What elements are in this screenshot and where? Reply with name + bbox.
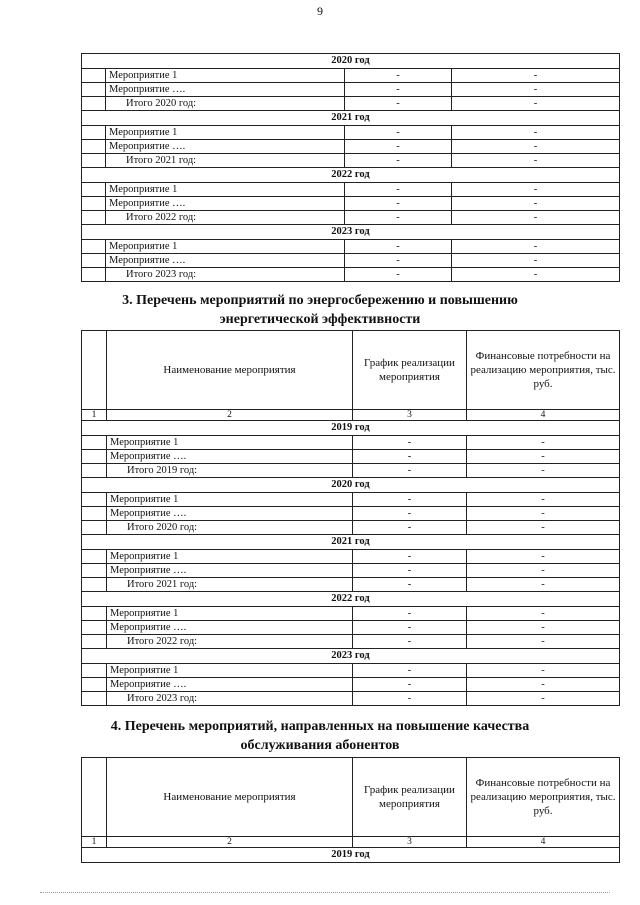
header-col-number <box>82 331 107 410</box>
event-name: Мероприятие 1 <box>107 607 353 621</box>
scan-edge-line <box>40 892 610 893</box>
event-schedule: - <box>353 578 467 592</box>
year-label: 2019 год <box>82 421 620 436</box>
year-row <box>82 421 620 436</box>
event-financing: - <box>452 126 620 140</box>
table-row <box>82 507 620 521</box>
table-header-row <box>82 331 620 410</box>
event-schedule: - <box>345 197 452 211</box>
event-financing: - <box>467 507 620 521</box>
table-row <box>82 678 620 692</box>
section-3-title-line2: энергетической эффективности <box>219 312 421 327</box>
year-label: 2023 год <box>82 225 620 240</box>
event-schedule: - <box>353 550 467 564</box>
event-schedule: - <box>353 621 467 635</box>
event-name: Итого 2023 год: <box>106 268 345 282</box>
table-row <box>82 436 620 450</box>
row-number-cell <box>82 268 106 282</box>
event-name: Мероприятие 1 <box>106 126 345 140</box>
row-number-cell <box>82 436 107 450</box>
table-row <box>82 183 620 197</box>
row-number-cell <box>82 254 106 268</box>
event-name: Мероприятие …. <box>107 678 353 692</box>
page-number: 9 <box>317 4 323 18</box>
row-number-cell <box>82 521 107 535</box>
table-row <box>82 240 620 254</box>
event-financing: - <box>452 183 620 197</box>
event-name: Мероприятие …. <box>106 83 345 97</box>
year-row <box>82 54 620 69</box>
event-name: Мероприятие 1 <box>106 183 345 197</box>
row-number-cell <box>82 83 106 97</box>
table-row <box>82 550 620 564</box>
column-number: 4 <box>467 837 620 848</box>
row-number-cell <box>82 692 107 706</box>
event-schedule: - <box>353 464 467 478</box>
event-schedule: - <box>353 607 467 621</box>
year-row <box>82 225 620 240</box>
energy-saving-events-table <box>81 330 620 706</box>
column-number: 1 <box>82 410 107 421</box>
event-schedule: - <box>345 154 452 168</box>
event-schedule: - <box>345 83 452 97</box>
total-row <box>82 578 620 592</box>
event-financing: - <box>467 692 620 706</box>
row-number-cell <box>82 240 106 254</box>
event-financing: - <box>467 564 620 578</box>
event-name: Мероприятие 1 <box>107 493 353 507</box>
table-row <box>82 564 620 578</box>
year-row <box>82 535 620 550</box>
event-financing: - <box>467 493 620 507</box>
row-number-cell <box>82 635 107 649</box>
year-row <box>82 848 620 863</box>
row-number-cell <box>82 154 106 168</box>
row-number-cell <box>82 678 107 692</box>
event-name: Мероприятие …. <box>107 621 353 635</box>
header-financing: Финансовые потребности на реализацию мероприятия, тыс. руб. <box>467 758 620 837</box>
event-schedule: - <box>353 436 467 450</box>
event-schedule: - <box>353 507 467 521</box>
column-number: 4 <box>467 410 620 421</box>
year-label: 2021 год <box>82 535 620 550</box>
event-name: Итого 2023 год: <box>107 692 353 706</box>
event-name: Мероприятие 1 <box>106 69 345 83</box>
header-financing: Финансовые потребности на реализацию мероприятия, тыс. руб. <box>467 331 620 410</box>
column-number: 2 <box>107 410 353 421</box>
event-financing: - <box>452 254 620 268</box>
row-number-cell <box>82 97 106 111</box>
event-name: Итого 2022 год: <box>106 211 345 225</box>
event-financing: - <box>452 83 620 97</box>
event-name: Мероприятие …. <box>106 197 345 211</box>
event-schedule: - <box>353 635 467 649</box>
event-financing: - <box>452 140 620 154</box>
year-label: 2019 год <box>82 848 620 863</box>
event-financing: - <box>452 197 620 211</box>
event-schedule: - <box>353 521 467 535</box>
section-3-title <box>0 291 640 329</box>
total-row <box>82 464 620 478</box>
event-name: Мероприятие 1 <box>106 240 345 254</box>
event-name: Мероприятие 1 <box>107 436 353 450</box>
event-schedule: - <box>345 97 452 111</box>
table-header-row <box>82 758 620 837</box>
year-label: 2020 год <box>82 478 620 493</box>
row-number-cell <box>82 140 106 154</box>
event-financing: - <box>467 550 620 564</box>
event-schedule: - <box>353 678 467 692</box>
event-schedule: - <box>345 183 452 197</box>
event-name: Мероприятие …. <box>107 507 353 521</box>
total-row <box>82 692 620 706</box>
event-schedule: - <box>353 450 467 464</box>
table-row <box>82 83 620 97</box>
year-row <box>82 478 620 493</box>
event-name: Мероприятие 1 <box>107 550 353 564</box>
column-numbers-row <box>82 837 620 848</box>
event-schedule: - <box>345 254 452 268</box>
event-financing: - <box>467 578 620 592</box>
event-schedule: - <box>345 126 452 140</box>
year-row <box>82 168 620 183</box>
table-row <box>82 254 620 268</box>
event-name: Мероприятие …. <box>107 564 353 578</box>
row-number-cell <box>82 507 107 521</box>
year-label: 2022 год <box>82 168 620 183</box>
header-event-name: Наименование мероприятия <box>107 758 353 837</box>
year-label: 2022 год <box>82 592 620 607</box>
header-schedule: График реализации мероприятия <box>353 331 467 410</box>
event-financing: - <box>452 240 620 254</box>
table-row <box>82 664 620 678</box>
year-row <box>82 649 620 664</box>
table-row <box>82 607 620 621</box>
year-label: 2021 год <box>82 111 620 126</box>
row-number-cell <box>82 550 107 564</box>
event-schedule: - <box>345 211 452 225</box>
events-table-continued <box>81 53 620 282</box>
column-number: 3 <box>353 410 467 421</box>
table-row <box>82 197 620 211</box>
event-financing: - <box>467 464 620 478</box>
table-row <box>82 140 620 154</box>
event-financing: - <box>467 607 620 621</box>
section-4-title-line1: 4. Перечень мероприятий, направленных на повышение качества <box>110 719 530 734</box>
total-row <box>82 521 620 535</box>
event-financing: - <box>467 450 620 464</box>
event-financing: - <box>467 635 620 649</box>
total-row <box>82 154 620 168</box>
event-schedule: - <box>345 240 452 254</box>
column-number: 1 <box>82 837 107 848</box>
event-financing: - <box>452 69 620 83</box>
event-financing: - <box>467 436 620 450</box>
table-row <box>82 493 620 507</box>
year-label: 2023 год <box>82 649 620 664</box>
event-schedule: - <box>345 268 452 282</box>
event-schedule: - <box>345 69 452 83</box>
header-col-number <box>82 758 107 837</box>
column-numbers-row <box>82 410 620 421</box>
event-name: Мероприятие 1 <box>107 664 353 678</box>
row-number-cell <box>82 607 107 621</box>
event-financing: - <box>467 521 620 535</box>
row-number-cell <box>82 183 106 197</box>
event-financing: - <box>452 154 620 168</box>
table-row <box>82 621 620 635</box>
year-row <box>82 111 620 126</box>
section-4-title <box>0 717 640 755</box>
event-schedule: - <box>353 692 467 706</box>
year-row <box>82 592 620 607</box>
column-number: 3 <box>353 837 467 848</box>
row-number-cell <box>82 664 107 678</box>
event-financing: - <box>452 268 620 282</box>
year-label: 2020 год <box>82 54 620 69</box>
total-row <box>82 97 620 111</box>
event-financing: - <box>452 97 620 111</box>
total-row <box>82 635 620 649</box>
event-name: Мероприятие …. <box>107 450 353 464</box>
event-name: Мероприятие …. <box>106 254 345 268</box>
event-schedule: - <box>345 140 452 154</box>
column-number: 2 <box>107 837 353 848</box>
event-name: Итого 2021 год: <box>107 578 353 592</box>
event-schedule: - <box>353 493 467 507</box>
row-number-cell <box>82 450 107 464</box>
event-name: Итого 2019 год: <box>107 464 353 478</box>
event-financing: - <box>467 621 620 635</box>
event-name: Итого 2022 год: <box>107 635 353 649</box>
row-number-cell <box>82 211 106 225</box>
header-schedule: График реализации мероприятия <box>353 758 467 837</box>
row-number-cell <box>82 493 107 507</box>
row-number-cell <box>82 197 106 211</box>
event-financing: - <box>452 211 620 225</box>
row-number-cell <box>82 564 107 578</box>
service-quality-events-table <box>81 757 620 863</box>
table-row <box>82 69 620 83</box>
section-3-title-line1: 3. Перечень мероприятий по энергосбережению и повышению <box>122 293 518 308</box>
row-number-cell <box>82 464 107 478</box>
total-row <box>82 211 620 225</box>
event-name: Итого 2021 год: <box>106 154 345 168</box>
event-name: Итого 2020 год: <box>107 521 353 535</box>
row-number-cell <box>82 621 107 635</box>
event-financing: - <box>467 678 620 692</box>
table-row <box>82 450 620 464</box>
row-number-cell <box>82 69 106 83</box>
event-name: Итого 2020 год: <box>106 97 345 111</box>
row-number-cell <box>82 578 107 592</box>
event-schedule: - <box>353 564 467 578</box>
event-name: Мероприятие …. <box>106 140 345 154</box>
row-number-cell <box>82 126 106 140</box>
event-schedule: - <box>353 664 467 678</box>
section-4-title-line2: обслуживания абонентов <box>240 738 400 753</box>
header-event-name: Наименование мероприятия <box>107 331 353 410</box>
event-financing: - <box>467 664 620 678</box>
total-row <box>82 268 620 282</box>
table-row <box>82 126 620 140</box>
